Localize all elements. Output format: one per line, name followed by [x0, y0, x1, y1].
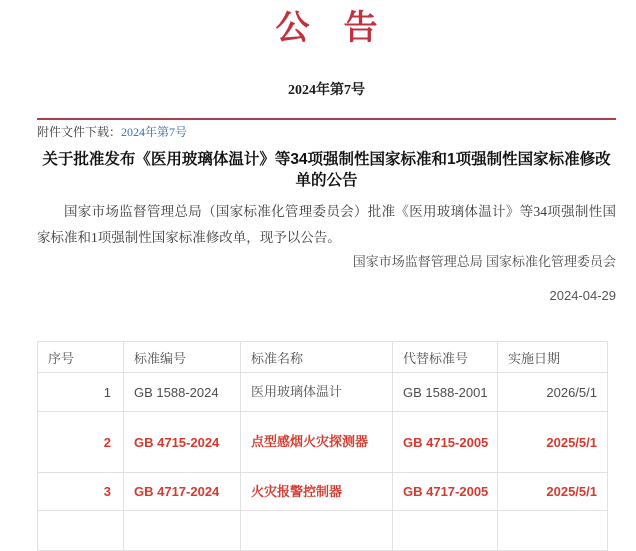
table-header-row	[38, 342, 608, 373]
col-header-standard-no: 标准编号	[124, 342, 241, 373]
announcement-body: 国家市场监督管理总局（国家标准化管理委员会）批准《医用玻璃体温计》等34项强制性国家标准和1项强制性国家标准修改单，现予以公告。	[37, 204, 616, 245]
cell-standard-name: 医用玻璃体温计	[241, 373, 393, 412]
cell-standard-no: GB 1588-2024	[124, 373, 241, 412]
announcement-heading: 关于批准发布《医用玻璃体温计》等34项强制性国家标准和1项强制性国家标准修改单的公告	[42, 151, 611, 189]
cell-seq: 1	[38, 373, 124, 412]
cell-seq: 2	[38, 412, 124, 473]
page-title: 公 告	[275, 10, 378, 47]
table-row	[38, 373, 608, 412]
cell-standard-name	[241, 511, 393, 551]
standards-table	[37, 341, 608, 551]
col-header-replaced-no: 代替标准号	[393, 342, 498, 373]
cell-effective-date: 2026/5/1	[498, 373, 608, 412]
attachment-label: 附件文件下载：	[37, 125, 122, 139]
col-header-effective-date: 实施日期	[498, 342, 608, 373]
table-row	[38, 473, 608, 511]
cell-effective-date	[498, 511, 608, 551]
cell-standard-no	[124, 511, 241, 551]
cell-replaced-no: GB 1588-2001	[393, 373, 498, 412]
issuer-signature: 国家市场监督管理总局 国家标准化管理委员会	[352, 254, 616, 269]
attachment-link[interactable]: 2024年第7号	[121, 125, 188, 139]
attachment-row	[37, 120, 616, 140]
announcement-page	[0, 8, 636, 497]
col-header-seq: 序号	[38, 342, 124, 373]
cell-standard-name: 点型感烟火灾探测器	[241, 412, 393, 473]
cell-effective-date: 2025/5/1	[498, 412, 608, 473]
issue-number: 2024年第7号	[288, 83, 365, 98]
cell-standard-no: GB 4715-2024	[124, 412, 241, 473]
table-row	[38, 412, 608, 473]
publish-date: 2024-04-29	[549, 288, 616, 303]
cell-effective-date: 2025/5/1	[498, 473, 608, 511]
cell-replaced-no: GB 4717-2005	[393, 473, 498, 511]
table-row-partial	[38, 511, 608, 551]
cell-standard-no: GB 4717-2024	[124, 473, 241, 511]
col-header-standard-name: 标准名称	[241, 342, 393, 373]
cell-replaced-no	[393, 511, 498, 551]
cell-standard-name: 火灾报警控制器	[241, 473, 393, 511]
cell-replaced-no: GB 4715-2005	[393, 412, 498, 473]
cell-seq: 3	[38, 473, 124, 511]
cell-seq	[38, 511, 124, 551]
